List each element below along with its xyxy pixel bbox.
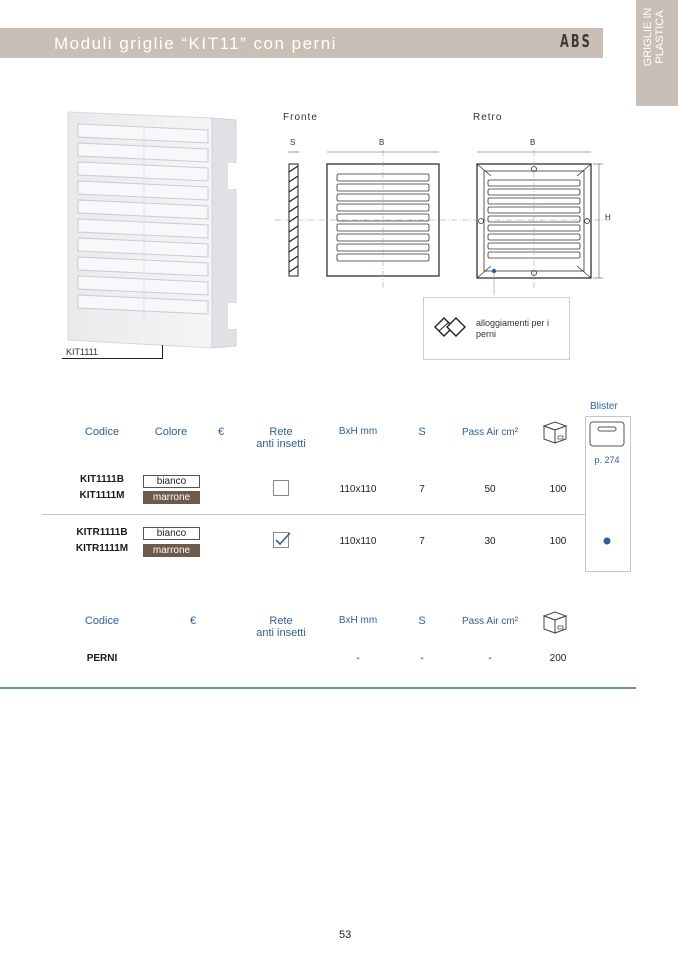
- material-label: ABS: [560, 31, 592, 52]
- t2-header-net-line2: anti insetti: [256, 627, 306, 639]
- t1-r1-s: 7: [419, 484, 425, 495]
- t1-r2-bxh: 110x110: [339, 536, 377, 547]
- t1-header-code: Codice: [84, 426, 120, 438]
- back-view-label: Retro: [473, 112, 503, 123]
- pin-housing-icon: [433, 316, 469, 338]
- page-number: 53: [339, 929, 352, 941]
- t2-header-s: S: [418, 615, 426, 627]
- t1-r1-color2: marrone: [143, 491, 200, 504]
- t1-r2-color2: marrone: [143, 544, 200, 557]
- t2-r1-code: PERNI: [86, 653, 118, 664]
- t2-r1-bxh: -: [356, 653, 360, 664]
- t1-r1-color1: bianco: [143, 475, 200, 488]
- t1-r1-pass-air: 50: [484, 484, 496, 495]
- front-view-label: Fronte: [283, 112, 318, 123]
- technical-drawing: [275, 110, 615, 295]
- t2-header-price: €: [189, 615, 197, 627]
- box-icon: [541, 419, 569, 445]
- checkmark-icon: [274, 531, 292, 547]
- t2-header-code: Codice: [84, 615, 120, 627]
- t2-header-bxh: BxH mm: [338, 615, 378, 626]
- t1-header-net-line1: Rete: [269, 426, 293, 438]
- dim-b-back-label: B: [530, 138, 536, 147]
- blister-available-dot: [602, 536, 612, 546]
- t1-r2-code1: KITR1111B: [76, 527, 128, 538]
- t1-header-pass-air: Pass Air cm²: [461, 427, 519, 438]
- t1-header-bxh: BxH mm: [338, 426, 378, 437]
- page-title: Moduli griglie “KIT11” con perni: [54, 34, 337, 53]
- photo-caption: KIT1111: [66, 347, 99, 357]
- row-separator: [42, 514, 585, 515]
- t1-r1-code1: KIT1111B: [80, 474, 124, 485]
- t1-r2-code2: KITR1111M: [75, 543, 129, 554]
- t1-r1-net-checkbox: [273, 480, 289, 496]
- box-icon: [541, 609, 569, 635]
- dim-b-front-label: B: [379, 138, 385, 147]
- t1-header-net-line2: anti insetti: [256, 438, 306, 450]
- t1-r2-color1: bianco: [143, 527, 200, 540]
- dim-h-label: H: [605, 213, 611, 222]
- t2-r1-pass-air: -: [488, 653, 492, 664]
- t2-r1-box: 200: [549, 653, 567, 664]
- t2-r1-s: -: [420, 653, 424, 664]
- t1-r1-code2: KIT1111M: [79, 490, 125, 501]
- product-photo: [62, 108, 240, 353]
- callout-text: alloggiamenti per i perni: [476, 318, 550, 339]
- t1-r2-net-checkbox: [273, 532, 289, 548]
- t1-header-price: €: [217, 426, 225, 438]
- t1-r2-pass-air: 30: [484, 536, 496, 547]
- t2-header-net-line1: Rete: [269, 615, 293, 627]
- t1-header-s: S: [418, 426, 426, 438]
- t1-r2-box: 100: [549, 536, 567, 547]
- t1-header-color: Colore: [154, 426, 188, 438]
- bottom-rule: [0, 687, 636, 689]
- t1-r1-box: 100: [549, 484, 567, 495]
- t1-r1-bxh: 110x110: [339, 484, 377, 495]
- t1-r2-s: 7: [419, 536, 425, 547]
- blister-icon: [588, 420, 626, 448]
- side-tab-label: GRIGLIE IN PLASTICA: [642, 7, 666, 67]
- blister-page-ref: p. 274: [594, 455, 620, 465]
- t2-header-pass-air: Pass Air cm²: [461, 616, 519, 627]
- dim-s-label: S: [290, 138, 296, 147]
- t1-header-blister: Blister: [590, 401, 618, 412]
